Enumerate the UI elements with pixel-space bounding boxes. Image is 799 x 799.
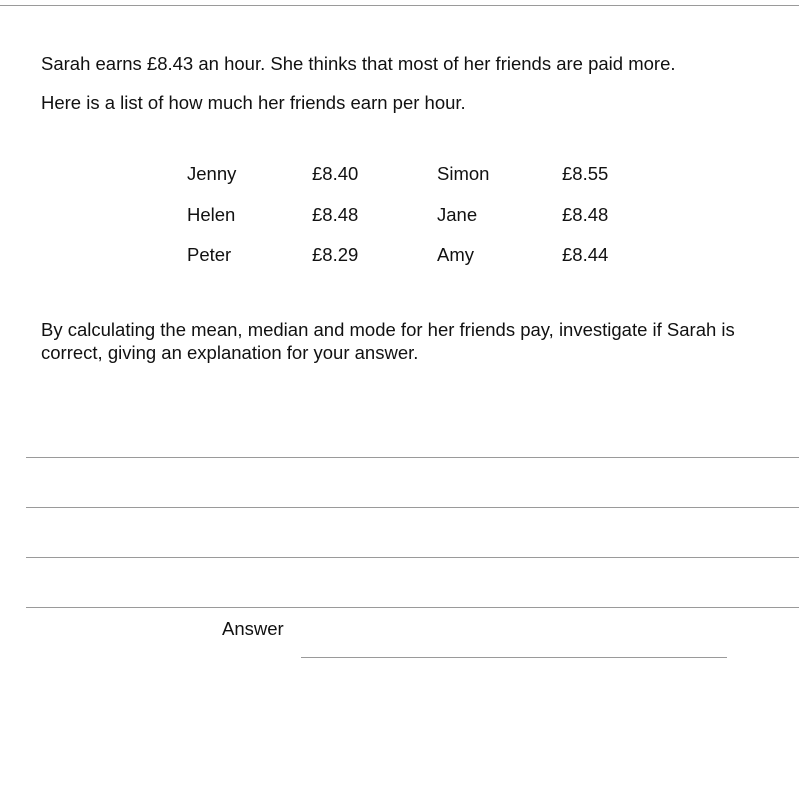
top-divider: [0, 5, 799, 6]
friend-name: Helen: [187, 204, 236, 225]
friend-pay: £8.29: [312, 244, 359, 265]
friend-name: Simon: [437, 163, 490, 184]
friend-pay: £8.48: [562, 204, 609, 225]
friend-name: Jane: [437, 204, 478, 225]
task-text: By calculating the mean, median and mode for her friends pay, investigate if Sarah is correct, giving an explanation for your answer.: [41, 319, 735, 363]
friend-pay: £8.55: [562, 163, 609, 184]
friend-name: Jenny: [187, 163, 237, 184]
friend-pay: £8.44: [562, 244, 609, 265]
friend-name: Peter: [187, 244, 232, 265]
question-intro: Sarah earns £8.43 an hour. She thinks that most of her friends are paid more.: [41, 53, 676, 74]
friend-name: Amy: [437, 244, 474, 265]
list-intro: Here is a list of how much her friends earn per hour.: [41, 92, 466, 113]
friend-pay: £8.40: [312, 163, 359, 184]
working-line[interactable]: [26, 607, 799, 608]
working-line[interactable]: [26, 457, 799, 458]
friend-pay: £8.48: [312, 204, 359, 225]
answer-line[interactable]: [301, 657, 727, 658]
working-line[interactable]: [26, 557, 799, 558]
answer-label: Answer: [222, 618, 284, 639]
working-line[interactable]: [26, 507, 799, 508]
